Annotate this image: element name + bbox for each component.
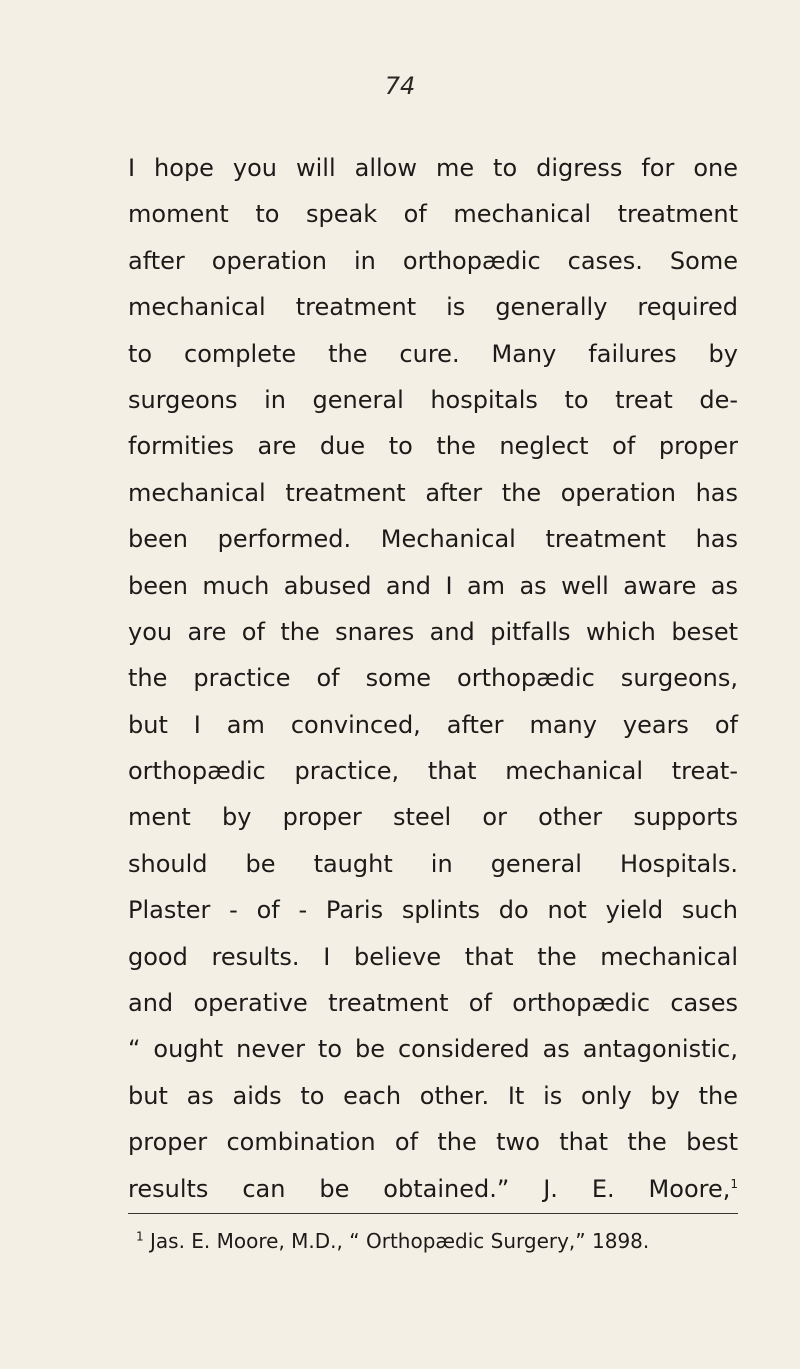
paragraph-line: the practice of some orthopædic surgeons, [128,664,738,693]
paragraph-line: been performed. Mechanical treatment has [128,525,738,554]
paragraph-line: you are of the snares and pitfalls which beset [128,617,738,646]
paragraph-line: mechanical treatment is generally required [128,293,738,322]
paragraph-line: mechanical treatment after the operation has [128,478,738,507]
paragraph-line: after operation in orthopædic cases. Some [128,246,738,275]
footnote-reference: 1 [730,1176,738,1191]
paragraph-line: moment to speak of mechanical treatment [128,200,738,229]
paragraph-line: “ ought never to be considered as antagonistic, [128,1035,738,1064]
paragraph-line: surgeons in general hospitals to treat de- [128,385,738,414]
paragraph-line: I hope you will allow me to digress for one [128,154,738,182]
paragraph-line: ment by proper steel or other supports [128,803,738,832]
body-paragraph [128,145,738,1212]
paragraph-line: good results. I believe that the mechanical [128,942,738,971]
paragraph-line: orthopædic practice, that mechanical treat- [128,757,738,786]
paragraph-line: and operative treatment of orthopædic cases [128,989,738,1018]
paragraph-line: to complete the cure. Many failures by [128,339,738,368]
paragraph-line: proper combination of the two that the best [128,1128,738,1157]
paragraph-line: but as aids to each other. It is only by the [128,1081,738,1110]
paragraph-last-line [128,1166,738,1212]
paragraph-line: Plaster - of - Paris splints do not yield such [128,896,738,925]
footnote-text: Jas. E. Moore, M.D., “ Orthopædic Surgery,” 1898. [150,1229,650,1253]
page-number: 74 [384,72,416,100]
paragraph-line: been much abused and I am as well aware as [128,571,738,600]
footnote-rule [128,1213,738,1214]
paragraph-line: but I am convinced, after many years of [128,710,738,739]
paragraph-line: should be taught in general Hospitals. [128,849,738,878]
footnote [136,1224,738,1258]
paragraph-line-text: results can be obtained.” J. E. Moore, [128,1174,731,1203]
paragraph-line: formities are due to the neglect of proper [128,432,738,461]
footnote-marker: 1 [136,1229,144,1244]
